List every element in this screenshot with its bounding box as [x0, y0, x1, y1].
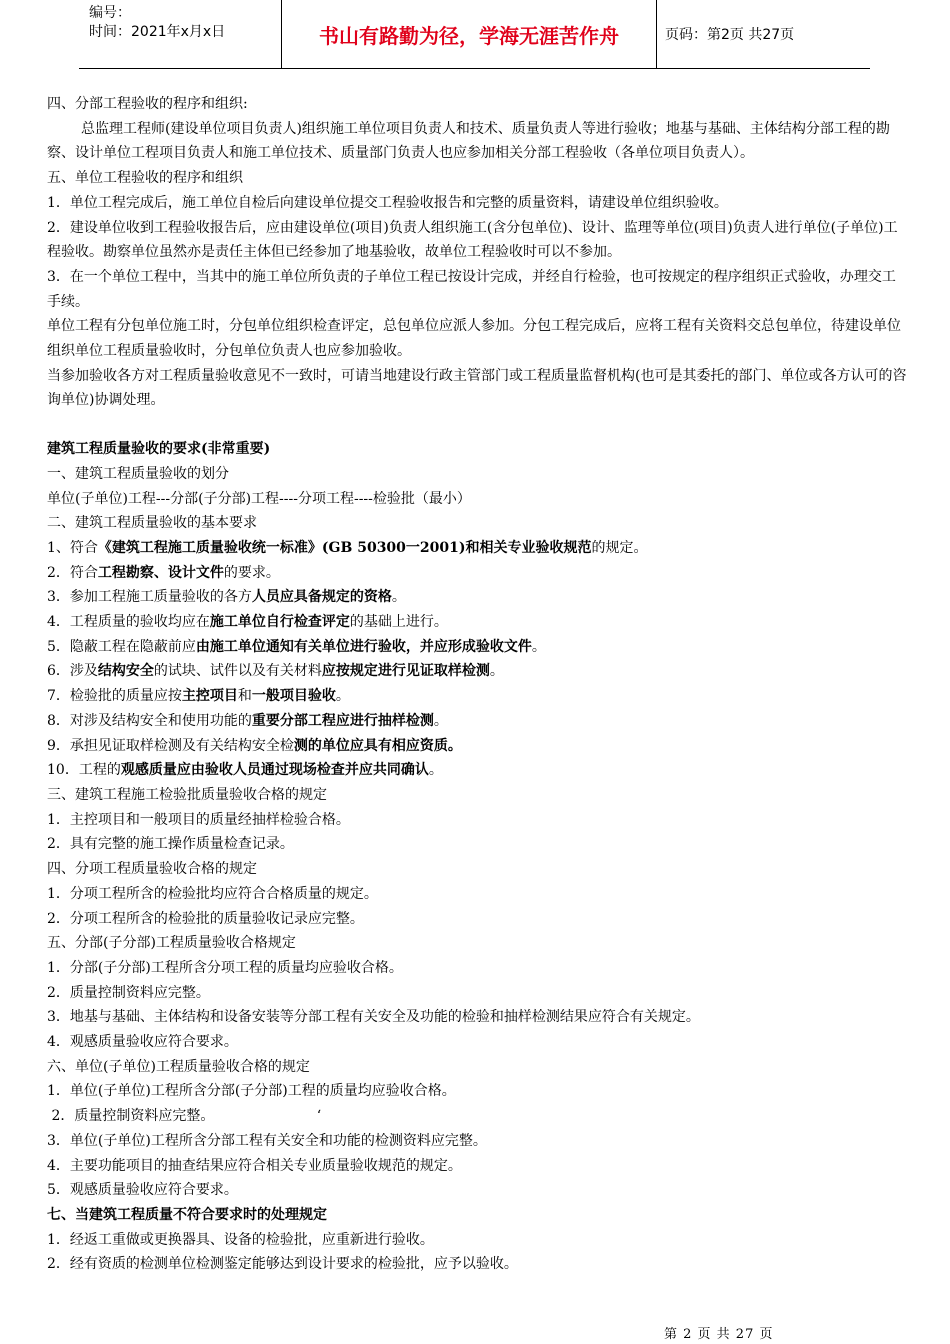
list-item: 4．观感质量验收应符合要求。 [47, 1034, 238, 1051]
section-heading: 一、建筑工程质量验收的划分 [47, 465, 229, 482]
list-item: 2．具有完整的施工操作质量检查记录。 [47, 836, 294, 853]
list-item: 1．主控项目和一般项目的质量经抽样检验合格。 [47, 811, 350, 828]
list-item: 2．分项工程所含的检验批的质量验收记录应完整。 [47, 910, 364, 927]
list-item [47, 585, 907, 610]
header-time-label: 时间：2021年x月x日 [89, 24, 226, 40]
list-item: 1．经返工重做或更换器具、设备的检验批，应重新进行验收。 [47, 1231, 434, 1248]
section-heading: 四、分项工程质量验收合格的规定 [47, 861, 257, 878]
list-item [47, 684, 907, 709]
list-item: 1．单位(子单位)工程所含分部(子分部)工程的质量均应验收合格。 [47, 1083, 456, 1100]
list-item: 5．观感质量验收应符合要求。 [47, 1182, 238, 1199]
list-item: 1．分部(子分部)工程所含分项工程的质量均应验收合格。 [47, 959, 403, 976]
text: 5．隐蔽工程在隐蔽前应 [47, 638, 196, 655]
page-header [79, 0, 870, 69]
text: 9．承担见证取样检测及有关结构安全检 [47, 737, 294, 754]
section-heading: 二、建筑工程质量验收的基本要求 [47, 515, 257, 532]
text: 。 [489, 663, 504, 680]
section-heading: 五、单位工程验收的程序和组织 [47, 170, 243, 187]
emphasis: 观感质量应由验收人员通过现场检查并应共同确认 [120, 762, 429, 779]
list-item: 2．建设单位收到工程验收报告后，应由建设单位(项目)负责人组织施工(含分包单位)、设计、监理等单位(项目)负责人进行单位(子单位)工程验收。勘察单位虽然亦是责任主体但已经参加了地基验收，故单位工程验收时可以不参加。 [47, 219, 898, 261]
section-heading: 三、建筑工程施工检验批质量验收合格的规定 [47, 786, 327, 803]
emphasis: 重要分部工程应进行抽样检测 [251, 712, 434, 729]
section-heading: 四、分部工程验收的程序和组织: [47, 96, 248, 112]
text: 10．工程的 [47, 762, 121, 779]
text: 2．符合 [47, 564, 98, 581]
emphasis: 测的单位应具有相应资质。 [293, 737, 462, 754]
paragraph: 单位工程有分包单位施工时，分包单位组织检查评定，总包单位应派人参加。分包工程完成后，应将工程有关资料交总包单位，待建设单位组织单位工程质量验收时，分包单位负责人也应参加验收。 [47, 318, 901, 360]
text: 8．对涉及结构安全和使用功能的 [47, 712, 252, 729]
paragraph: 总监理工程师(建设单位项目负责人)组织施工单位项目负责人和技术、质量负责人等进行验收；地基与基础、主体结构分部工程的勘察、设计单位工程项目负责人和施工单位技术、质量部门负责人也应参加相关分部工程验收（各单位项目负责人）。 [47, 120, 890, 162]
text: 。 [433, 712, 448, 729]
text: 。 [531, 638, 546, 655]
list-item [47, 709, 907, 734]
text: 6．涉及 [47, 663, 98, 680]
list-item: 3．单位(子单位)工程所含分部工程有关安全和功能的检测资料应完整。 [47, 1132, 487, 1149]
main-heading: 建筑工程质量验收的要求(非常重要) [47, 441, 271, 458]
spacer [47, 413, 907, 437]
list-item: 3．在一个单位工程中，当其中的施工单位所负责的子单位工程已按设计完成，并经自行检验，也可按规定的程序组织正式验收，办理交工手续。 [47, 268, 896, 310]
list-item [47, 635, 907, 660]
emphasis: 由施工单位通知有关单位进行验收，并应形成验收文件 [195, 638, 532, 655]
text: 的要求。 [223, 564, 280, 581]
list-item: 2．质量控制资料应完整。 ‘ [47, 1108, 322, 1125]
list-item: 2．质量控制资料应完整。 [47, 984, 210, 1001]
header-number-label: 编号： [89, 5, 131, 21]
list-item [47, 610, 907, 635]
text: 4．工程质量的验收均应在 [47, 614, 210, 631]
list-item: 1．分项工程所含的检验批均应符合合格质量的规定。 [47, 885, 378, 902]
list-item [47, 659, 907, 684]
emphasis: 主控项目 [181, 688, 238, 705]
section-heading: 五、分部(子分部)工程质量验收合格规定 [47, 935, 296, 952]
emphasis: 一般项目验收 [251, 688, 336, 705]
text: 7．检验批的质量应按 [47, 688, 182, 705]
text: 。 [391, 589, 406, 606]
header-meta [89, 4, 279, 42]
list-item: 4．主要功能项目的抽查结果应符合相关专业质量验收规范的规定。 [47, 1157, 462, 1174]
paragraph: 当参加验收各方对工程质量验收意见不一致时，可请当地建设行政主管部门或工程质量监督机构(也可是其委托的部门、单位或各方认可的咨询单位)协调处理。 [47, 367, 907, 409]
section-heading: 六、单位(子单位)工程质量验收合格的规定 [47, 1058, 310, 1075]
emphasis: 工程勘察、设计文件 [97, 564, 224, 581]
header-motto: 书山有路勤为径，学海无涯苦作舟 [281, 0, 657, 68]
list-item: 2．经有资质的检测单位检测鉴定能够达到设计要求的检验批，应予以验收。 [47, 1256, 518, 1273]
list-item [47, 758, 907, 783]
page-footer: 第 2 页 共 27 页 [664, 1327, 774, 1342]
text: 。 [335, 688, 350, 705]
text: 3．参加工程施工质量验收的各方 [47, 589, 252, 606]
emphasis: 《建筑工程施工质量验收统一标准》(GB 50300一2001)和相关专业验收规范 [97, 539, 592, 556]
emphasis: 施工单位自行检查评定 [209, 614, 350, 631]
header-page-info: 页码：第2页 共27页 [665, 27, 795, 43]
text: 的规定。 [591, 539, 648, 556]
paragraph: 单位(子单位)工程---分部(子分部)工程----分项工程----检验批（最小） [47, 490, 471, 507]
list-item: 1．单位工程完成后，施工单位自检后向建设单位提交工程验收报告和完整的质量资料，请建设单位组织验收。 [47, 194, 728, 211]
emphasis: 应按规定进行见证取样检测 [321, 663, 490, 680]
text: 1、符合 [47, 539, 98, 556]
list-item [47, 734, 907, 759]
text: 和 [237, 688, 252, 705]
list-item: 3．地基与基础、主体结构和设备安装等分部工程有关安全及功能的检验和抽样检测结果应符合有关规定。 [47, 1009, 700, 1026]
list-item [47, 561, 907, 586]
text: 的试块、试件以及有关材料 [153, 663, 322, 680]
emphasis: 人员应具备规定的资格 [251, 589, 392, 606]
document-body [47, 92, 907, 1277]
text: 的基础上进行。 [349, 614, 448, 631]
list-item [47, 536, 907, 561]
emphasis: 结构安全 [97, 663, 154, 680]
text: 。 [428, 762, 443, 779]
section-heading: 七、当建筑工程质量不符合要求时的处理规定 [47, 1206, 327, 1223]
